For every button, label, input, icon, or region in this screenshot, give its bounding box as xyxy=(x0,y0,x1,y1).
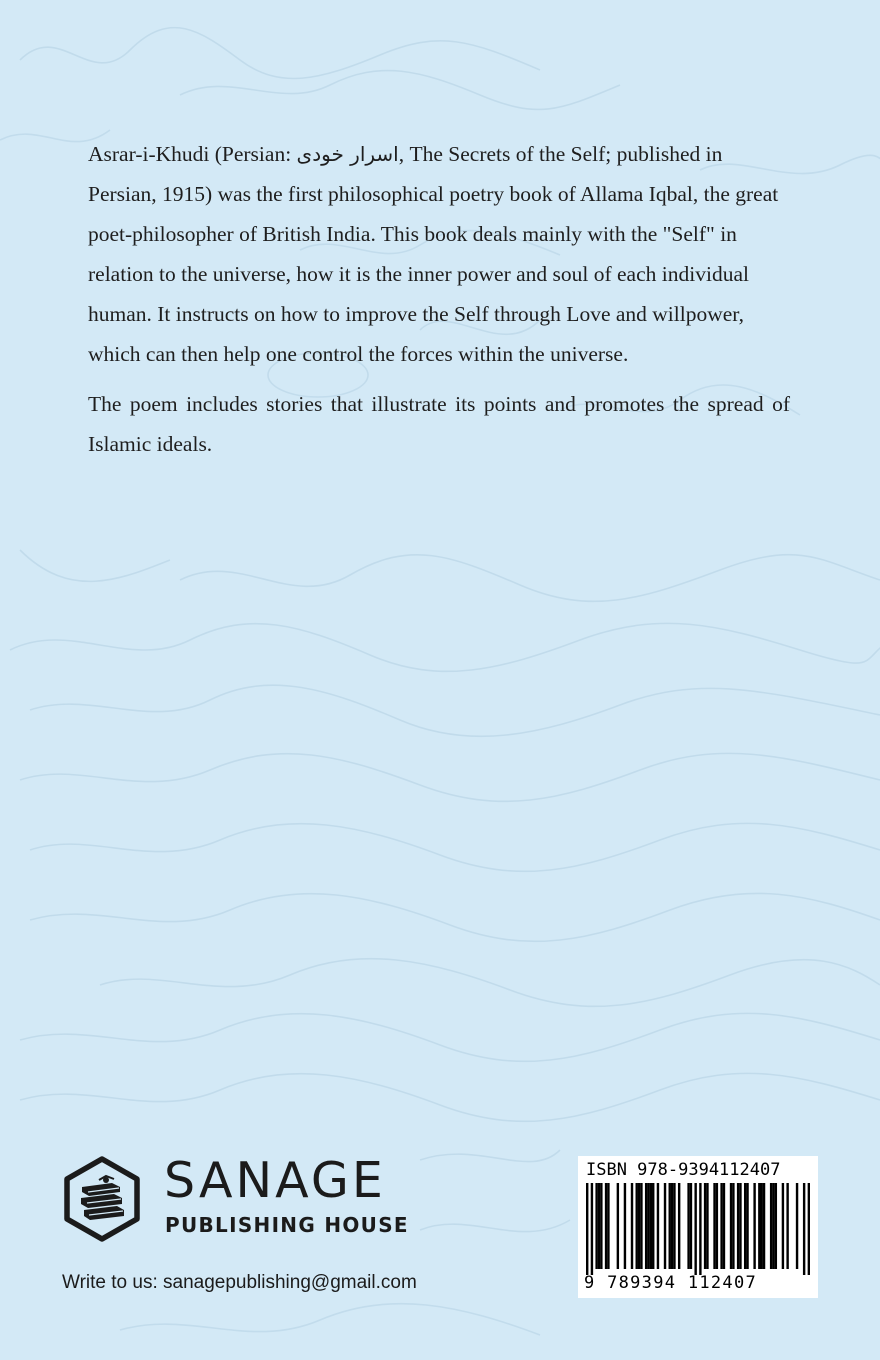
barcode-bar xyxy=(704,1183,706,1269)
barcode-bar xyxy=(687,1183,689,1269)
description-paragraph-1 xyxy=(88,134,790,374)
barcode-bar xyxy=(730,1183,732,1269)
barcode-bar xyxy=(617,1183,619,1269)
barcode-bar xyxy=(678,1183,680,1269)
barcode-bar xyxy=(591,1183,593,1275)
barcode-bar xyxy=(716,1183,718,1269)
barcode-bar xyxy=(775,1183,777,1269)
barcode-bar xyxy=(638,1183,640,1269)
barcode-bar xyxy=(786,1183,788,1269)
barcode-bar xyxy=(720,1183,722,1269)
barcode-bar xyxy=(669,1183,671,1269)
barcode-bar xyxy=(782,1183,784,1269)
barcode-bar xyxy=(753,1183,755,1269)
barcode-bar xyxy=(723,1183,725,1269)
contact-email: Write to us: sanagepublishing@gmail.com xyxy=(62,1272,417,1293)
barcode-bar xyxy=(690,1183,692,1269)
books-hexagon-icon xyxy=(62,1156,142,1242)
barcode-bar xyxy=(640,1183,642,1269)
barcode-bar xyxy=(647,1183,649,1269)
barcode-bar xyxy=(770,1183,772,1269)
isbn-label: ISBN 978-9394112407 xyxy=(586,1160,781,1180)
barcode-bar xyxy=(744,1183,746,1269)
barcode-bar xyxy=(763,1183,765,1269)
barcode-bar xyxy=(605,1183,607,1269)
persian-title: اسرار خودی xyxy=(296,142,399,166)
barcode-bar xyxy=(772,1183,774,1269)
barcode-bar xyxy=(673,1183,675,1269)
barcode-bar xyxy=(694,1183,696,1275)
barcode-bar xyxy=(586,1183,588,1275)
isbn-digits: 9 789394 112407 xyxy=(584,1273,758,1293)
barcode-bar xyxy=(699,1183,701,1275)
barcode-bar xyxy=(595,1183,597,1269)
barcode-bar xyxy=(671,1183,673,1269)
barcode-bar xyxy=(758,1183,760,1269)
barcode-bar xyxy=(713,1183,715,1269)
barcode-bar xyxy=(645,1183,647,1269)
barcode-bar xyxy=(746,1183,748,1269)
barcode-bar xyxy=(607,1183,609,1269)
barcode-bar xyxy=(706,1183,708,1269)
barcode-bar xyxy=(664,1183,666,1269)
description-intro: Asrar-i-Khudi (Persian: xyxy=(88,142,297,166)
barcode-bar xyxy=(737,1183,739,1269)
barcode-bar xyxy=(600,1183,602,1269)
barcode-bar xyxy=(598,1183,600,1269)
barcode-bar xyxy=(650,1183,652,1269)
barcode-bar xyxy=(808,1183,810,1275)
publisher-subtitle: PUBLISHING HOUSE xyxy=(165,1213,409,1237)
barcode-bar xyxy=(732,1183,734,1269)
barcode-bar xyxy=(624,1183,626,1269)
barcode-bar xyxy=(760,1183,762,1269)
description-body: , The Secrets of the Self; published in Persian, 1915) was the first philosophical poetry book of Allama Iqbal, the great poet-philosopher of British India. This book deals mainly with the "Self" in relation to the universe, how it is the inner power and soul of each individual human. It instructs on how to improve the Self through Love and willpower, which can then help one control the forces within the universe. xyxy=(88,142,779,366)
publisher-logo xyxy=(62,1152,422,1242)
barcode-bars xyxy=(586,1183,810,1275)
barcode-bar xyxy=(636,1183,638,1269)
barcode-bar xyxy=(631,1183,633,1269)
barcode-bar xyxy=(803,1183,805,1275)
barcode-bar xyxy=(796,1183,798,1269)
barcode-bar xyxy=(739,1183,741,1269)
barcode-bar xyxy=(657,1183,659,1269)
isbn-barcode xyxy=(578,1156,818,1298)
barcode-bar xyxy=(652,1183,654,1269)
book-description xyxy=(88,134,790,474)
description-paragraph-2: The poem includes stories that illustrate its points and promotes the spread of Islamic ideals. xyxy=(88,392,790,456)
publisher-name: SANAGE xyxy=(164,1152,386,1209)
